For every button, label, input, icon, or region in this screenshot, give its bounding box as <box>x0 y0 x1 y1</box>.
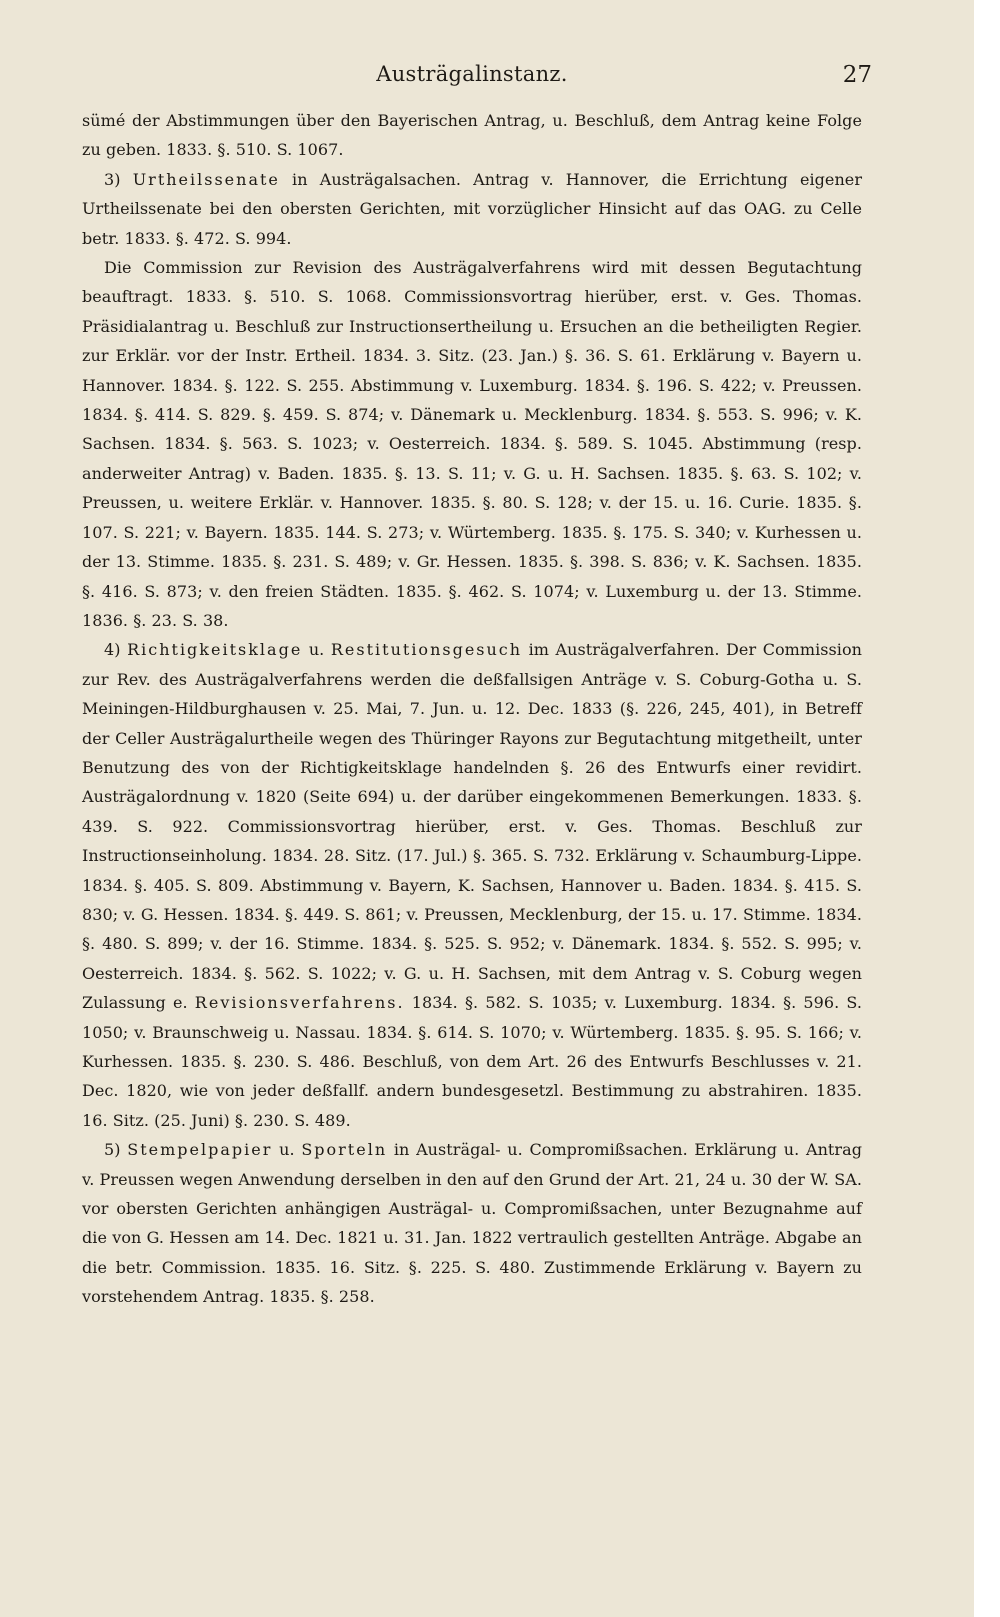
paragraph-4 <box>82 635 862 1135</box>
item-number: 5) <box>104 1140 121 1160</box>
item-text: im Austrägalverfahren. Der Commission zur Rev. des Austrägalverfahrens werden die deßfallsigen Anträge v. S. Coburg-Gotha u. S. Meiningen-Hildburghausen v. 25. Mai, 7. Jun. u. 12. Dec. 1833 (§. 226, 245, 401), in Betreff der Celler Austrägalurtheile wegen des Thüringer Rayons zur Begutachtung mitgetheilt, unter Benutzung des von der Richtigkeitsklage handelnden §. 26 des Entwurfs einer revidirt. Austrägalordnung v. 1820 (Seite 694) u. der darüber eingekommenen Bemerkungen. 1833. §. 439. S. 922. Commissionsvortrag hierüber, erst. v. Ges. Thomas. Beschluß zur Instructionseinholung. 1834. 28. Sitz. (17. Jul.) §. 365. S. 732. Erklärung v. Schaumburg-Lippe. 1834. §. 405. S. 809. Abstimmung v. Bayern, K. Sachsen, Hannover u. Baden. 1834. §. 415. S. 830; v. G. Hessen. 1834. §. 449. S. 861; v. Preussen, Mecklenburg, der 15. u. 17. Stimme. 1834. §. 480. S. 899; v. der 16. Stimme. 1834. §. 525. S. 952; v. Dänemark. 1834. §. 552. S. 995; v. Oesterreich. 1834. §. 562. S. 1022; v. G. u. H. Sachsen, mit dem Antrag v. S. Coburg wegen Zulassung e. <box>82 640 863 1013</box>
page-number: 27 <box>842 62 872 88</box>
item-text: Die Commission zur Revision des Austrägalverfahrens wird mit dessen Begutachtung beauftragt. 1833. §. 510. S. 1068. Commissionsvortrag hierüber, erst. v. Ges. Thomas. Präsidialantrag u. Beschluß zur Instructionsertheilung u. Ersuchen an die betheiligten Regier. zur Erklär. vor der Instr. Ertheil. 1834. 3. Sitz. (23. Jan.) §. 36. S. 61. Erklärung v. Bayern u. Hannover. 1834. §. 122. S. 255. Abstimmung v. Luxemburg. 1834. §. 196. S. 422; v. Preussen. 1834. §. 414. S. 829. §. 459. S. 874; v. Dänemark u. Mecklenburg. 1834. §. 553. S. 996; v. K. Sachsen. 1834. §. 563. S. 1023; v. Oesterreich. 1834. §. 589. S. 1045. Abstimmung (resp. anderweiter Antrag) v. Baden. 1835. §. 13. S. 11; v. G. u. H. Sachsen. 1835. §. 63. S. 102; v. Preussen, u. weitere Erklär. v. Hannover. 1835. §. 80. S. 128; v. der 15. u. 16. Curie. 1835. §. 107. S. 221; v. Bayern. 1835. 144. S. 273; v. Würtemberg. 1835. §. 175. S. 340; v. Kurhessen u. der 13. Stimme. 1835. §. 231. S. 489; v. Gr. Hessen. 1835. §. 398. S. 836; v. K. Sachsen. 1835. §. 416. S. 873; v. den freien Städten. 1835. §. 462. S. 1074; v. Luxemburg u. der 13. Stimme. 1836. §. 23. S. 38. <box>82 258 862 630</box>
item-heading: Richtigkeitsklage <box>127 640 303 660</box>
item-text: in Austrägal- u. Compromißsachen. Erklärung u. Antrag v. Preussen wegen Anwendung derselben in den auf den Grund der Art. 21, 24 u. 30 der W. SA. vor obersten Gerichten anhängigen Austrägal- u. Compromißsachen, unter Bezugnahme auf die von G. Hessen am 14. Dec. 1821 u. 31. Jan. 1822 vertraulich gestellten Anträge. Abgabe an die betr. Commission. 1835. 16. Sitz. §. 225. S. 480. Zustimmende Erklärung v. Bayern zu vorstehendem Antrag. 1835. §. 258. <box>82 1140 862 1307</box>
page-edge <box>974 0 1000 1617</box>
item-heading-secondary: Sporteln <box>301 1140 388 1160</box>
item-number: 3) <box>104 169 121 189</box>
item-emphasis: Revisionsverfahrens. <box>194 993 405 1013</box>
item-connector: u. <box>308 640 325 660</box>
paragraph-continued <box>82 106 862 165</box>
item-heading: Urtheilssenate <box>132 169 280 189</box>
item-heading: Stempelpapier <box>127 1140 273 1160</box>
item-heading-secondary: Restitutionsgesuch <box>330 640 523 660</box>
item-connector: u. <box>279 1140 295 1160</box>
paragraph-5 <box>82 1135 862 1311</box>
item-number: 4) <box>104 640 121 660</box>
item-text-continued: 1834. §. 582. S. 1035; v. Luxemburg. 1834. §. 596. S. 1050; v. Braunschweig u. Nassau. 1834. §. 614. S. 1070; v. Würtemberg. 1835. §. 95. S. 166; v. Kurhessen. 1835. §. 230. S. 486. Beschluß, von dem Art. 26 des Entwurfs Beschlusses v. 21. Dec. 1820, wie von jeder deßfallf. andern bundesgesetzl. Bestimmung zu abstrahiren. 1835. 16. Sitz. (25. Juni) §. 230. S. 489. <box>82 993 863 1130</box>
running-title: Austrägalinstanz. <box>376 62 568 86</box>
paragraph-3b <box>82 253 862 635</box>
paragraph-continued-text: sümé der Abstimmungen über den Bayerischen Antrag, u. Beschluß, dem Antrag keine Folge zu geben. 1833. §. 510. S. 1067. <box>82 111 862 160</box>
text-block <box>82 58 872 1312</box>
running-header <box>82 58 872 98</box>
item-text: in Austrägalsachen. Antrag v. Hannover, die Errichtung eigener Urtheilssenate bei den obersten Gerichten, mit vorzüglicher Hinsicht auf das OAG. zu Celle betr. 1833. §. 472. S. 994. <box>82 169 863 248</box>
paragraph-3 <box>82 165 862 253</box>
